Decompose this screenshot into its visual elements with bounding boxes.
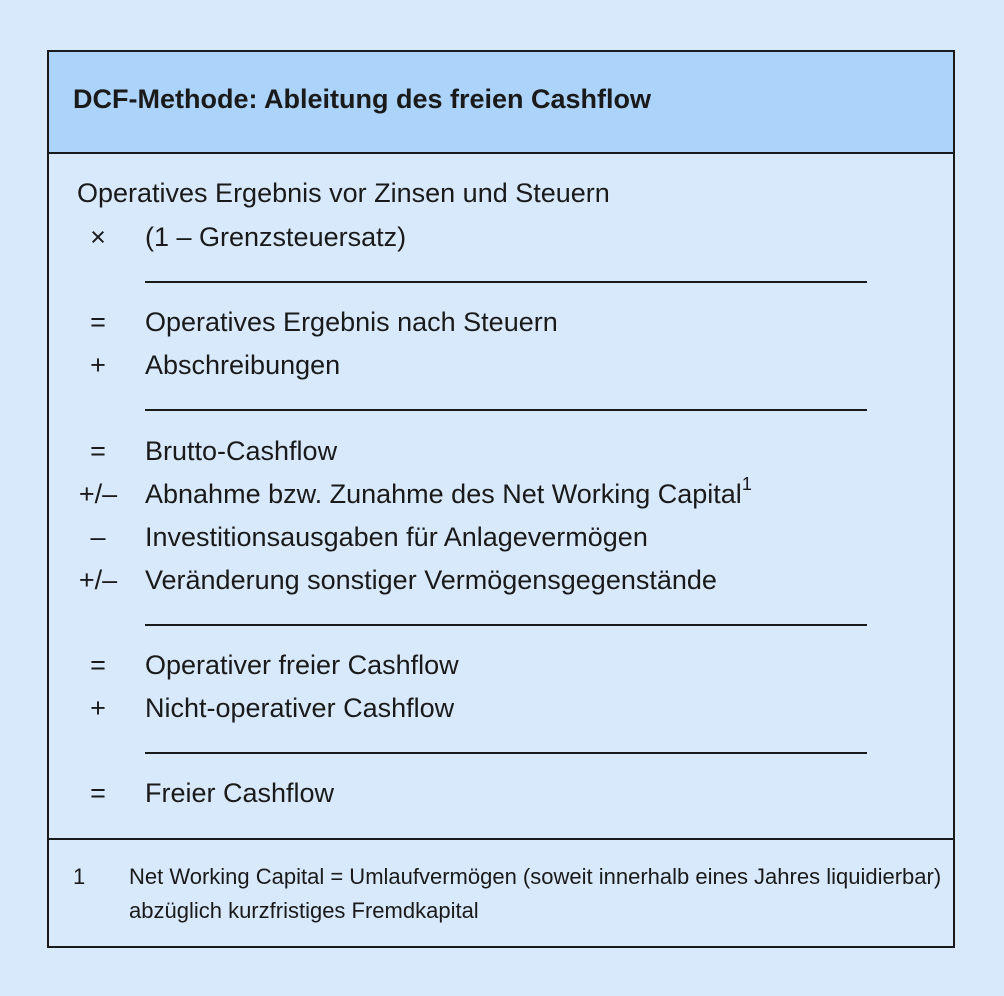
row-net-working-capital xyxy=(49,474,953,514)
table-title: DCF-Methode: Ableitung des freien Cashflow xyxy=(73,84,652,114)
row-label: Abnahme bzw. Zunahme des Net Working Capital xyxy=(145,479,742,509)
table-header xyxy=(49,52,953,154)
row-label: Operativer freier Cashflow xyxy=(145,650,459,680)
footnote-marker: 1 xyxy=(741,474,752,494)
footnote-text: Net Working Capital = Umlaufvermögen (soweit innerhalb eines Jahres liquidierbar) abzüglich kurzfristiges Fremdkapital xyxy=(129,864,942,923)
row-operator: +/– xyxy=(78,565,118,595)
row-brutto-cashflow xyxy=(49,431,953,471)
row-operator: × xyxy=(90,222,106,252)
row-label: Operatives Ergebnis nach Steuern xyxy=(145,307,558,337)
row-operator: +/– xyxy=(78,479,118,509)
row-label: Freier Cashflow xyxy=(145,778,335,808)
row-label: Abschreibungen xyxy=(145,350,341,380)
row-label: Investitionsausgaben für Anlagevermögen xyxy=(145,522,648,552)
row-operator: = xyxy=(90,650,106,680)
sum-line xyxy=(145,409,867,411)
row-operatives-ergebnis-nach-steuern xyxy=(49,302,953,342)
row-label: (1 – Grenzsteuersatz) xyxy=(145,222,407,252)
sum-line xyxy=(145,281,867,283)
row-operator: = xyxy=(90,307,106,337)
row-label: Brutto-Cashflow xyxy=(145,436,338,466)
footnote-number: 1 xyxy=(73,864,86,889)
row-investitionsausgaben xyxy=(49,517,953,557)
row-freier-cashflow xyxy=(49,773,953,813)
row-operator: = xyxy=(90,436,106,466)
row-sonstige-vermoegensgegenstaende xyxy=(49,560,953,600)
row-label: Operatives Ergebnis vor Zinsen und Steuern xyxy=(77,178,610,208)
row-label-wrap xyxy=(145,474,752,514)
row-operator: + xyxy=(90,350,106,380)
row-abschreibungen xyxy=(49,345,953,385)
dcf-table xyxy=(47,50,955,948)
row-operator: = xyxy=(90,778,106,808)
sum-line xyxy=(145,624,867,626)
row-operativer-freier-cashflow xyxy=(49,645,953,685)
sum-line xyxy=(145,752,867,754)
row-label: Nicht-operativer Cashflow xyxy=(145,693,455,723)
row-grenzsteuersatz xyxy=(49,217,953,257)
row-operatives-ergebnis-vor-steuern xyxy=(49,173,953,213)
row-operator: – xyxy=(90,522,106,552)
row-label: Veränderung sonstiger Vermögensgegenstände xyxy=(145,565,717,595)
row-nicht-operativer-cashflow xyxy=(49,688,953,728)
footnote xyxy=(49,838,953,948)
row-operator: + xyxy=(90,693,106,723)
